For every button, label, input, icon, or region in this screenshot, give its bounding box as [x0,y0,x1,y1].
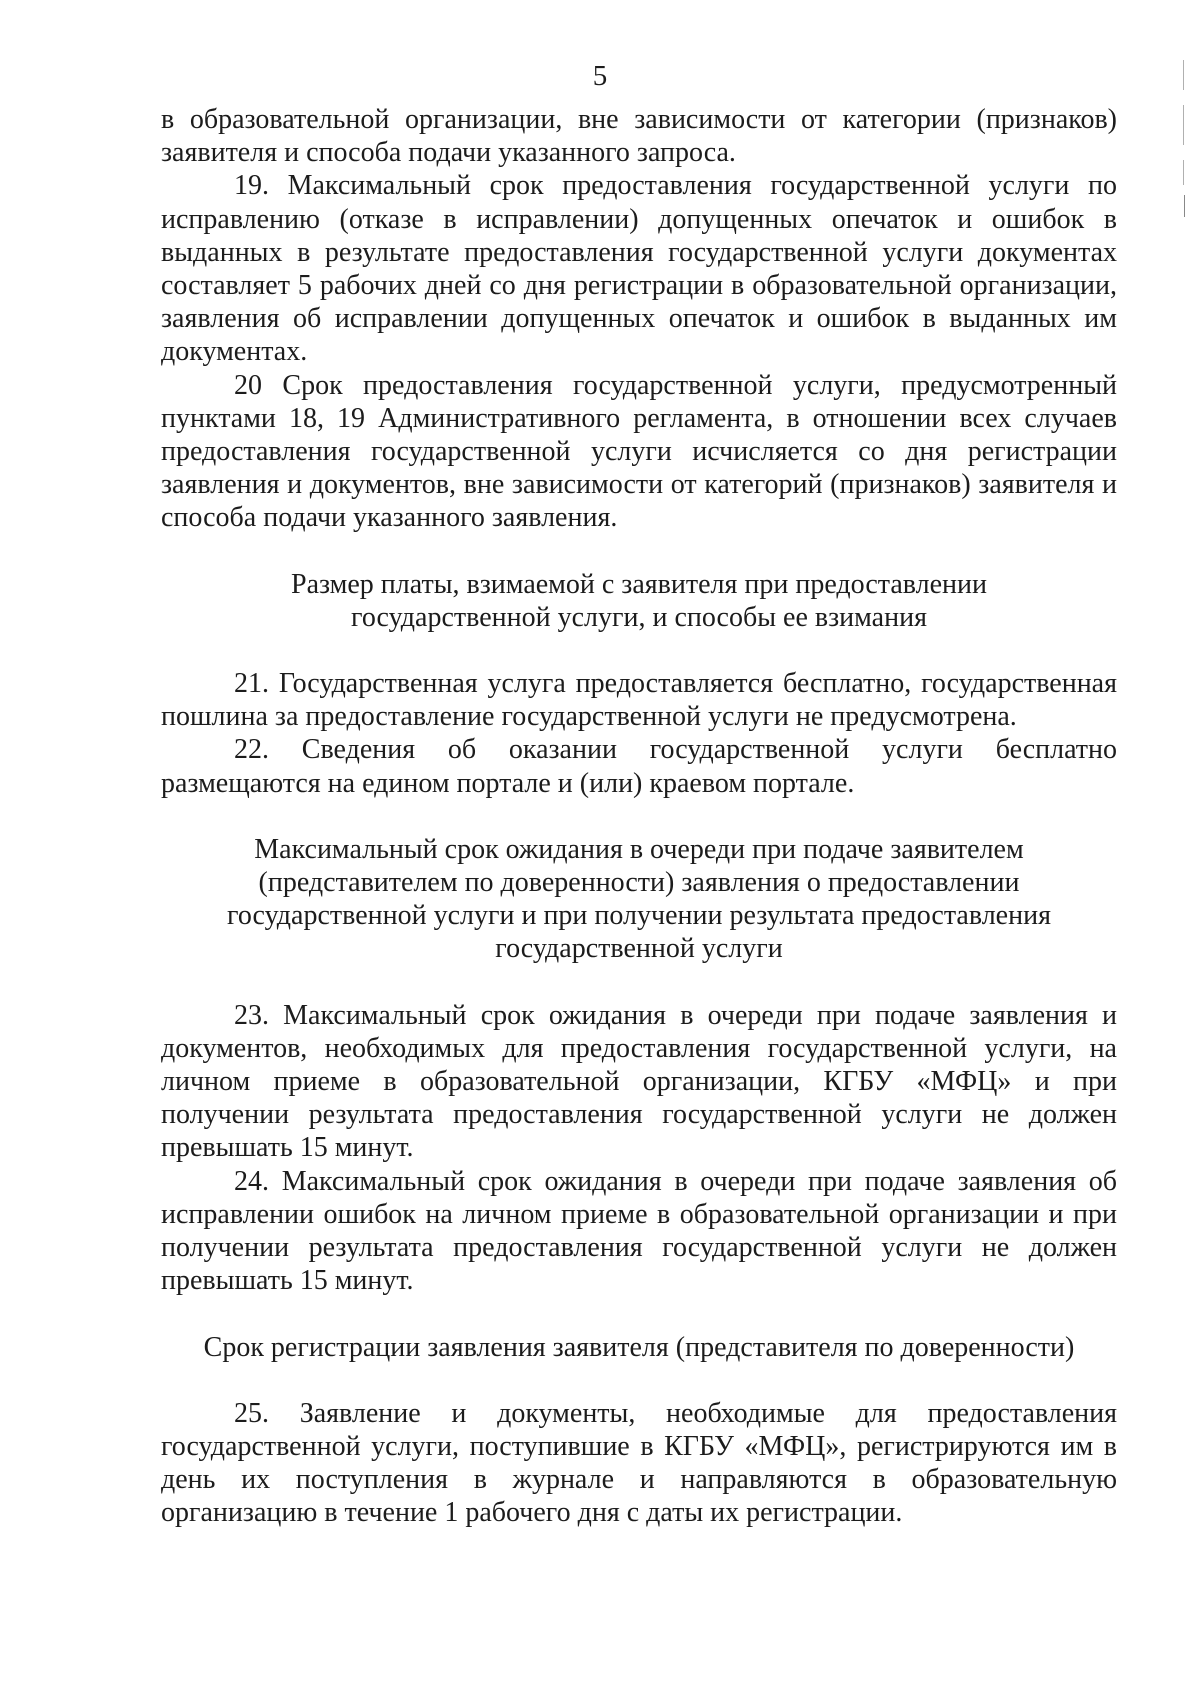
scan-edge-marks [1183,60,1187,220]
paragraph-21: 21. Государственная услуга предоставляется бесплатно, государственная пошлина за предоставление государственной услуги не предусмотрена. [161,668,1117,733]
heading-line: государственной услуги [495,933,783,965]
heading-line: Размер платы, взимаемой с заявителя при предоставлении [291,568,987,600]
paragraph-continuation: в образовательной организации, вне зависимости от категории (признаков) заявителя и способа подачи указанного запроса. [161,104,1117,169]
paragraph-19: 19. Максимальный срок предоставления государственной услуги по исправлению (отказе в исправлении) допущенных опечаток и ошибок в выданных в результате предоставления государственной услуги документах составляет 5 рабочих дней со дня регистрации в образовательной организации, заявления об исправлении допущенных опечаток и ошибок в выданных им документах. [161,170,1117,368]
paragraph-24: 24. Максимальный срок ожидания в очереди при подаче заявления об исправлении ошибок на личном приеме в образовательной организации и при получении результата предоставления государственной услуги не должен превышать 15 минут. [161,1165,1117,1297]
section-heading-registration [161,1331,1117,1364]
paragraph-22: 22. Сведения об оказании государственной услуги бесплатно размещаются на едином портале и (или) краевом портале. [161,734,1117,799]
paragraph-20: 20 Срок предоставления государственной услуги, предусмотренный пунктами 18, 19 Административного регламента, в отношении всех случаев предоставления государственной услуги исчисляется со дня регистрации заявления и документов, вне зависимости от категорий (признаков) заявителя и способа подачи указанного заявления. [161,369,1117,534]
heading-line: государственной услуги, и способы ее взимания [351,601,927,633]
page-number: 5 [592,60,608,92]
heading-line: Срок регистрации заявления заявителя (представителя по доверенности) [203,1331,1075,1363]
paragraph-25: 25. Заявление и документы, необходимые для предоставления государственной услуги, поступившие в КГБУ «МФЦ», регистрируются им в день их поступления в журнале и направляются в образовательную организацию в течение 1 рабочего дня с даты их регистрации. [161,1397,1117,1529]
heading-line: (представителем по доверенности) заявления о предоставлении [258,867,1020,899]
section-heading-queue [189,833,1089,966]
heading-line: Максимальный срок ожидания в очереди при подаче заявителем [254,833,1024,865]
section-heading-fee [189,568,1089,634]
paragraph-23: 23. Максимальный срок ожидания в очереди при подаче заявления и документов, необходимых для предоставления государственной услуги, на личном приеме в образовательной организации, КГБУ «МФЦ» и при получении результата предоставления государственной услуги не должен превышать 15 минут. [161,999,1117,1164]
document-body [161,103,1117,1530]
heading-line: государственной услуги и при получении результата предоставления [227,900,1051,932]
